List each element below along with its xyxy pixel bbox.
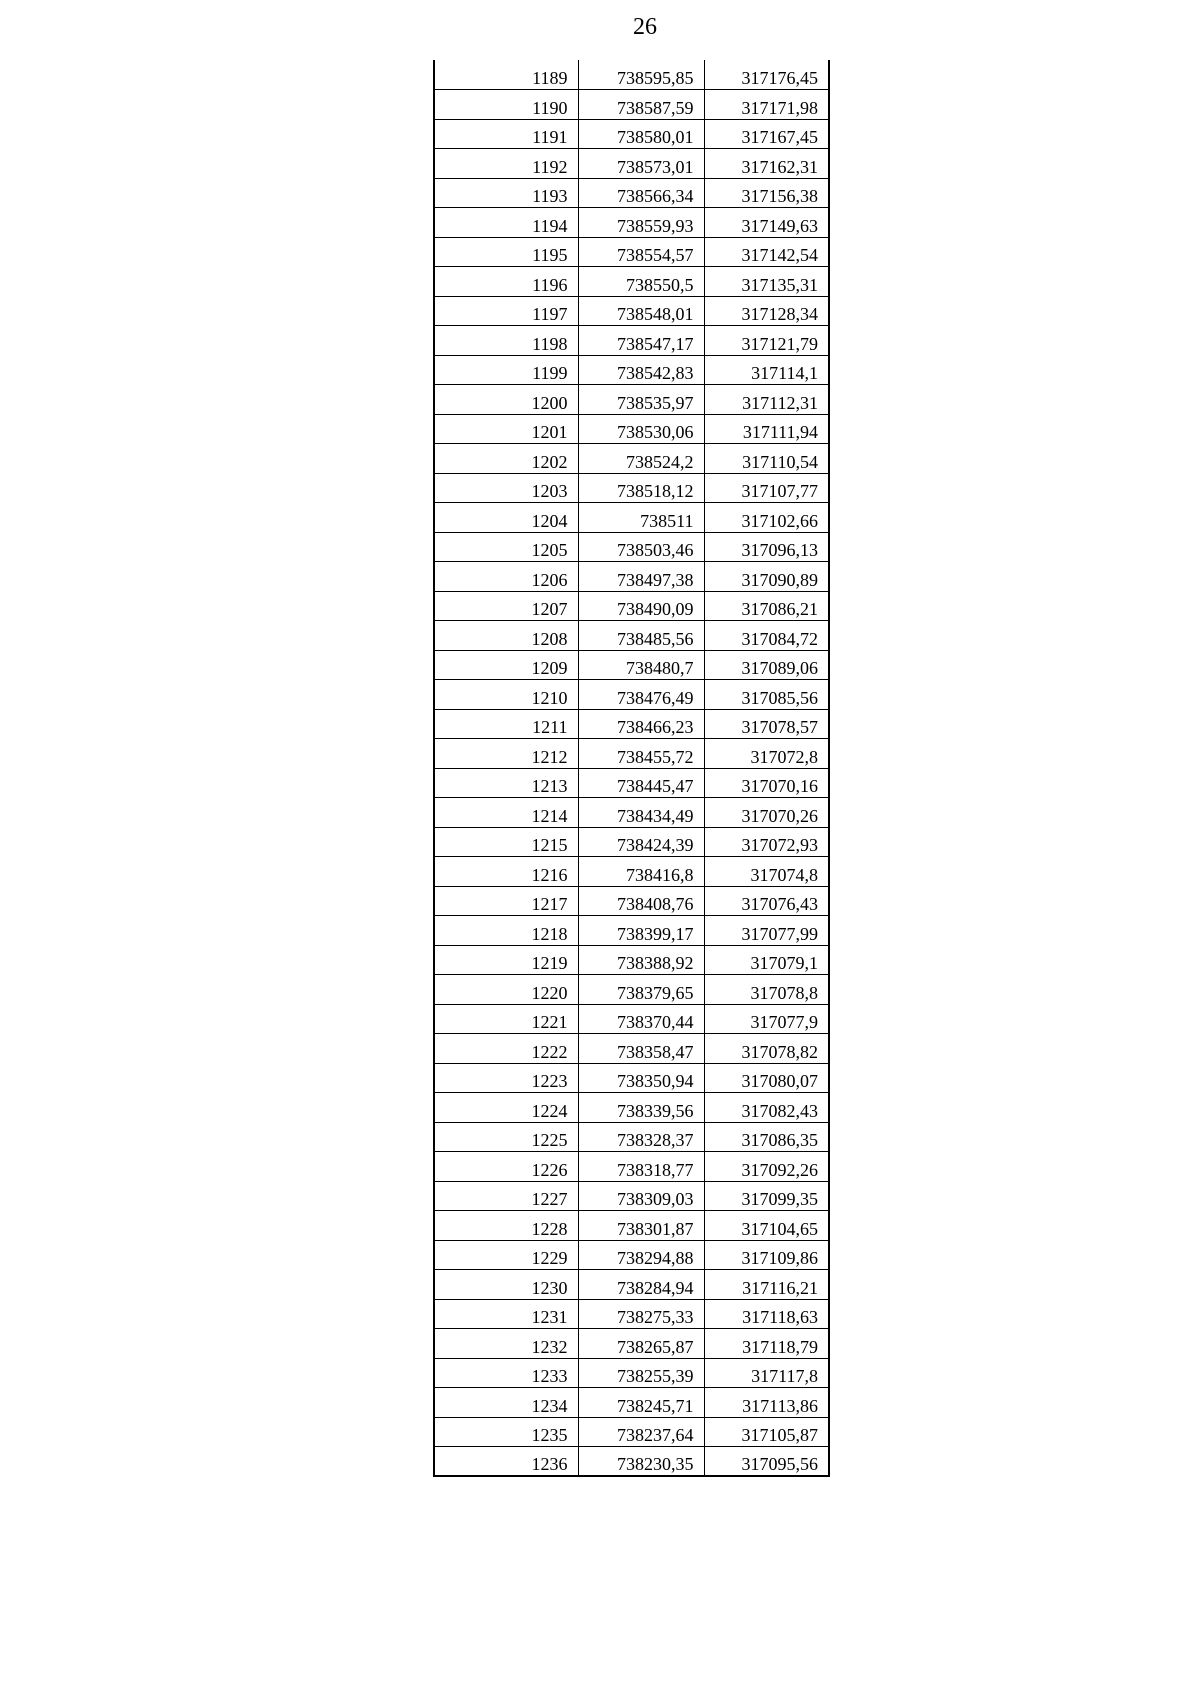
x-coordinate-cell: 738566,34 (578, 178, 704, 208)
table-row (434, 208, 829, 238)
table-row (434, 149, 829, 179)
x-coordinate-cell: 738548,01 (578, 296, 704, 326)
point-number-cell: 1216 (434, 857, 578, 887)
y-coordinate-cell: 317116,21 (704, 1270, 829, 1300)
y-coordinate-cell: 317072,93 (704, 827, 829, 857)
x-coordinate-cell: 738559,93 (578, 208, 704, 238)
y-coordinate-cell: 317110,54 (704, 444, 829, 474)
x-coordinate-cell: 738485,56 (578, 621, 704, 651)
table-row (434, 385, 829, 415)
table-row (434, 1211, 829, 1241)
point-number-cell: 1193 (434, 178, 578, 208)
table-row (434, 444, 829, 474)
table-row (434, 945, 829, 975)
x-coordinate-cell: 738399,17 (578, 916, 704, 946)
y-coordinate-cell: 317074,8 (704, 857, 829, 887)
point-number-cell: 1198 (434, 326, 578, 356)
y-coordinate-cell: 317077,9 (704, 1004, 829, 1034)
x-coordinate-cell: 738370,44 (578, 1004, 704, 1034)
x-coordinate-cell: 738379,65 (578, 975, 704, 1005)
point-number-cell: 1204 (434, 503, 578, 533)
point-number-cell: 1194 (434, 208, 578, 238)
y-coordinate-cell: 317104,65 (704, 1211, 829, 1241)
x-coordinate-cell: 738294,88 (578, 1240, 704, 1270)
point-number-cell: 1205 (434, 532, 578, 562)
table-row (434, 237, 829, 267)
table-row (434, 827, 829, 857)
x-coordinate-cell: 738518,12 (578, 473, 704, 503)
y-coordinate-cell: 317099,35 (704, 1181, 829, 1211)
y-coordinate-cell: 317086,35 (704, 1122, 829, 1152)
y-coordinate-cell: 317096,13 (704, 532, 829, 562)
x-coordinate-cell: 738358,47 (578, 1034, 704, 1064)
point-number-cell: 1229 (434, 1240, 578, 1270)
table-row (434, 60, 829, 90)
y-coordinate-cell: 317118,79 (704, 1329, 829, 1359)
table-row (434, 532, 829, 562)
x-coordinate-cell: 738309,03 (578, 1181, 704, 1211)
table-row (434, 680, 829, 710)
point-number-cell: 1208 (434, 621, 578, 651)
y-coordinate-cell: 317095,56 (741, 1454, 818, 1474)
y-coordinate-cell: 317111,94 (704, 414, 829, 444)
x-coordinate-cell: 738547,17 (578, 326, 704, 356)
point-number-cell: 1206 (434, 562, 578, 592)
x-coordinate-cell: 738284,94 (578, 1270, 704, 1300)
y-coordinate-cell: 317072,8 (704, 739, 829, 769)
table-row (434, 355, 829, 385)
table-row (434, 1270, 829, 1300)
y-coordinate-cell: 317167,45 (704, 119, 829, 149)
point-number-cell: 1195 (434, 237, 578, 267)
table-row (434, 1034, 829, 1064)
page-number: 26 (633, 14, 657, 40)
y-coordinate-cell: 317117,8 (704, 1358, 829, 1388)
y-coordinate-cell: 317121,79 (704, 326, 829, 356)
x-coordinate-cell: 738466,23 (578, 709, 704, 739)
table-row (434, 1299, 829, 1329)
point-number-cell: 1212 (434, 739, 578, 769)
coordinates-table-body (434, 60, 829, 1476)
point-number-cell: 1231 (434, 1299, 578, 1329)
point-number-cell: 1201 (434, 414, 578, 444)
table-row (434, 267, 829, 297)
point-number-cell: 1221 (434, 1004, 578, 1034)
y-coordinate-cell: 317070,16 (704, 768, 829, 798)
point-number-cell: 1234 (434, 1388, 578, 1418)
y-coordinate-cell: 317076,43 (704, 886, 829, 916)
y-coordinate-cell: 317078,8 (704, 975, 829, 1005)
x-coordinate-cell: 738237,64 (578, 1417, 704, 1447)
x-coordinate-cell: 738265,87 (578, 1329, 704, 1359)
table-row (434, 1063, 829, 1093)
table-row (434, 1447, 829, 1477)
y-coordinate-cell: 317080,07 (704, 1063, 829, 1093)
y-coordinate-cell: 317171,98 (704, 90, 829, 120)
x-coordinate-cell: 738580,01 (578, 119, 704, 149)
x-coordinate-cell: 738350,94 (578, 1063, 704, 1093)
point-number-cell: 1235 (434, 1417, 578, 1447)
x-coordinate-cell: 738490,09 (578, 591, 704, 621)
x-coordinate-cell: 738388,92 (578, 945, 704, 975)
y-coordinate-cell: 317118,63 (704, 1299, 829, 1329)
point-number-cell: 1219 (434, 945, 578, 975)
point-number-cell: 1196 (434, 267, 578, 297)
y-coordinate-cell: 317077,99 (704, 916, 829, 946)
x-coordinate-cell: 738476,49 (578, 680, 704, 710)
x-coordinate-cell: 738445,47 (578, 768, 704, 798)
table-row (434, 1388, 829, 1418)
point-number-cell: 1202 (434, 444, 578, 474)
x-coordinate-cell: 738530,06 (578, 414, 704, 444)
x-coordinate-cell: 738480,7 (578, 650, 704, 680)
x-coordinate-cell: 738535,97 (578, 385, 704, 415)
y-coordinate-cell: 317084,72 (704, 621, 829, 651)
coordinates-table (433, 60, 830, 1477)
y-coordinate-cell: 317113,86 (704, 1388, 829, 1418)
x-coordinate-cell: 738550,5 (578, 267, 704, 297)
table-row (434, 768, 829, 798)
point-number-cell: 1222 (434, 1034, 578, 1064)
table-row (434, 90, 829, 120)
point-number-cell: 1230 (434, 1270, 578, 1300)
table-row (434, 503, 829, 533)
point-number-cell: 1215 (434, 827, 578, 857)
y-coordinate-cell: 317162,31 (704, 149, 829, 179)
x-coordinate-cell: 738434,49 (578, 798, 704, 828)
y-coordinate-cell: 317102,66 (704, 503, 829, 533)
x-coordinate-cell: 738255,39 (578, 1358, 704, 1388)
y-coordinate-cell: 317078,57 (704, 709, 829, 739)
y-coordinate-cell: 317107,77 (704, 473, 829, 503)
point-number-cell: 1214 (434, 798, 578, 828)
point-number-cell: 1220 (434, 975, 578, 1005)
table-row (434, 178, 829, 208)
point-number-cell: 1211 (434, 709, 578, 739)
y-coordinate-cell: 317089,06 (704, 650, 829, 680)
y-coordinate-cell: 317114,1 (704, 355, 829, 385)
point-number-cell: 1213 (434, 768, 578, 798)
table-row (434, 562, 829, 592)
table-row (434, 621, 829, 651)
point-number-cell: 1226 (434, 1152, 578, 1182)
point-number-cell: 1232 (434, 1329, 578, 1359)
point-number-cell: 1217 (434, 886, 578, 916)
table-row (434, 739, 829, 769)
x-coordinate-cell: 738245,71 (578, 1388, 704, 1418)
table-row (434, 1122, 829, 1152)
table-row (434, 709, 829, 739)
point-number-cell: 1233 (434, 1358, 578, 1388)
point-number-cell: 1191 (434, 119, 578, 149)
table-row (434, 1358, 829, 1388)
x-coordinate-cell: 738524,2 (578, 444, 704, 474)
point-number-cell: 1192 (434, 149, 578, 179)
y-coordinate-cell: 317082,43 (704, 1093, 829, 1123)
table-row (434, 1181, 829, 1211)
x-coordinate-cell: 738595,85 (578, 60, 704, 90)
x-coordinate-cell: 738554,57 (578, 237, 704, 267)
point-number-cell: 1200 (434, 385, 578, 415)
y-coordinate-cell: 317105,87 (704, 1417, 829, 1447)
table-row (434, 1240, 829, 1270)
table-row (434, 296, 829, 326)
point-number-cell: 1203 (434, 473, 578, 503)
point-number-cell: 1225 (434, 1122, 578, 1152)
table-row (434, 857, 829, 887)
x-coordinate-cell: 738503,46 (578, 532, 704, 562)
y-coordinate-cell: 317070,26 (704, 798, 829, 828)
point-number-cell: 1227 (434, 1181, 578, 1211)
point-number-cell: 1224 (434, 1093, 578, 1123)
table-row (434, 591, 829, 621)
y-coordinate-cell: 317090,89 (704, 562, 829, 592)
table-row (434, 326, 829, 356)
table-row (434, 414, 829, 444)
table-row (434, 1329, 829, 1359)
x-coordinate-cell: 738328,37 (578, 1122, 704, 1152)
y-coordinate-cell: 317109,86 (704, 1240, 829, 1270)
y-coordinate-cell: 317085,56 (704, 680, 829, 710)
y-coordinate-cell: 317128,34 (704, 296, 829, 326)
point-number-cell: 1189 (434, 60, 578, 90)
table-row (434, 1417, 829, 1447)
table-row (434, 650, 829, 680)
point-number-cell: 1190 (434, 90, 578, 120)
table-row (434, 975, 829, 1005)
x-coordinate-cell: 738318,77 (578, 1152, 704, 1182)
x-coordinate-cell: 738455,72 (578, 739, 704, 769)
y-coordinate-cell: 317142,54 (704, 237, 829, 267)
table-row (434, 886, 829, 916)
y-coordinate-cell: 317112,31 (704, 385, 829, 415)
point-number-cell: 1197 (434, 296, 578, 326)
x-coordinate-cell: 738511 (578, 503, 704, 533)
table-row (434, 1093, 829, 1123)
x-coordinate-cell: 738587,59 (578, 90, 704, 120)
table-row (434, 1152, 829, 1182)
x-coordinate-cell: 738339,56 (578, 1093, 704, 1123)
y-coordinate-cell: 317135,31 (704, 267, 829, 297)
point-number-cell: 1199 (434, 355, 578, 385)
point-number-cell: 1210 (434, 680, 578, 710)
x-coordinate-cell: 738542,83 (578, 355, 704, 385)
x-coordinate-cell: 738275,33 (578, 1299, 704, 1329)
table-row (434, 473, 829, 503)
y-coordinate-cell: 317086,21 (704, 591, 829, 621)
y-coordinate-cell: 317156,38 (704, 178, 829, 208)
table-row (434, 119, 829, 149)
y-coordinate-cell: 317079,1 (704, 945, 829, 975)
table-row (434, 798, 829, 828)
table-row (434, 916, 829, 946)
x-coordinate-cell: 738497,38 (578, 562, 704, 592)
x-coordinate-cell: 738424,39 (578, 827, 704, 857)
point-number-cell: 1218 (434, 916, 578, 946)
y-coordinate-cell: 317149,63 (704, 208, 829, 238)
point-number-cell: 1223 (434, 1063, 578, 1093)
x-coordinate-cell: 738230,35 (578, 1447, 704, 1477)
table-row (434, 1004, 829, 1034)
y-coordinate-cell: 317092,26 (704, 1152, 829, 1182)
x-coordinate-cell: 738573,01 (578, 149, 704, 179)
y-coordinate-cell: 317078,82 (704, 1034, 829, 1064)
x-coordinate-cell: 738416,8 (578, 857, 704, 887)
point-number-cell: 1228 (434, 1211, 578, 1241)
point-number-cell: 1236 (434, 1447, 578, 1477)
x-coordinate-cell: 738408,76 (578, 886, 704, 916)
point-number-cell: 1209 (434, 650, 578, 680)
point-number-cell: 1207 (434, 591, 578, 621)
x-coordinate-cell: 738301,87 (578, 1211, 704, 1241)
y-coordinate-cell: 317176,45 (704, 60, 829, 90)
